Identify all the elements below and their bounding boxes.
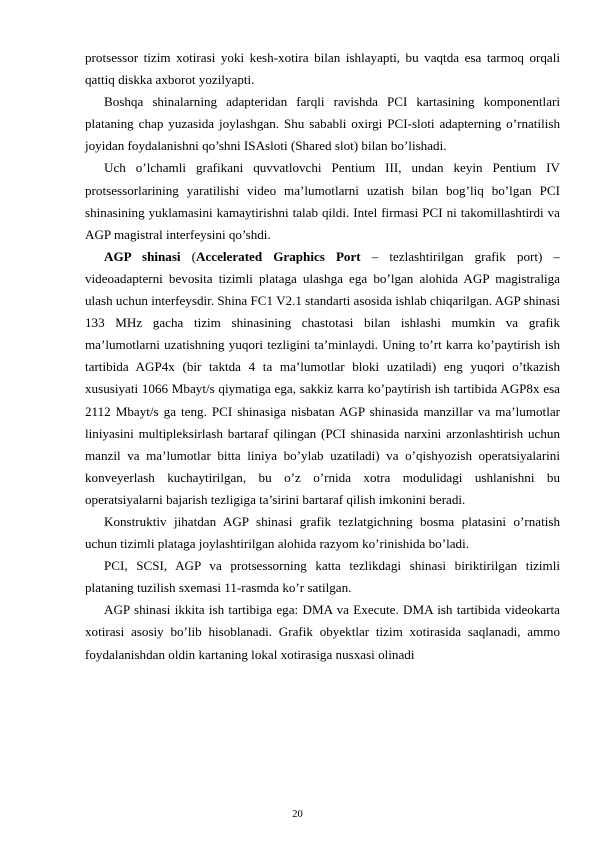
paragraph-agp-modes: AGP shinasi ikkita ish tartibiga ega: DMA va Execute. DMA ish tartibida videokarta xotirasi asosiy bo’lib hisoblanadi. Grafik obyektlar tizim xotirasida saqlanadi, ammo foydalanishdan oldin kartaning lokal xotirasiga nusxasi olinadi xyxy=(85,602,560,662)
agp-definition-text: – tezlashtirilgan grafik port) – videoadapterni bevosita tizimli plataga ulashga ega bo’lgan alohida AGP magistraliga ulash uchun interfeysdir. Shina FC1 V2.1 standarti asosida ishlab chiqarilgan. AGP shinasi 133 MHz gacha tizim shinasining chastotasi bilan ishlashi mumkin va grafik ma’lumotlarni uzatishning yuqori tezligini ta’minlaydi. Uning to’rt karra ko’paytirish ish tartibida AGP4x (bir taktda 4 ta ma’lumotlar bloki uzatiladi) eng yuqori o’tkazish xususiyati 1066 Mbayt/s qiymatiga ega, sakkiz karra ko’paytirish ish tartibida AGP8x esa 2112 Mbayt/s ga teng. PCI shinasiga nisbatan AGP shinasida manzillar va ma’lumotlar liniyasini multipleksirlash bartaraf qilingan (PCI shinasida narxini arzonlashtirish uchun manzil va ma’lumotlar bitta liniya bo’ylab uzatiladi) va o’qishyozish operatsiyalarini konveyerlash kuchaytirilgan, bu o’z o’rnida xotra modulidagi ushlanishni bu operatsiyalarni bajarish tezligiga ta’sirini bartaraf qilish imkonini beradi. xyxy=(85,248,560,507)
paragraph-agp-construction: Konstruktiv jihatdan AGP shinasi grafik tezlatgichning bosma platasini o’rnatish uchun tizimli plataga joylashtirilgan alohida razyom ko’rinishida bo’ladi. xyxy=(85,513,560,552)
paragraph-figure-reference: PCI, SCSI, AGP va protsessorning katta tezlikdagi shinasi biriktirilgan tizimli plataning tuzilish sxemasi 11-rasmda ko’r satilgan. xyxy=(85,558,560,596)
page-number: 20 xyxy=(292,809,303,820)
paragraph-pentium: Uch o’lchamli grafikani quvvatlovchi Pentium III, undan keyin Pentium IV protsessorlarining yaratilishi video ma’lumotlarni uzatish bilan bog’liq bo’lgan PCI shinasining yuklamasini kamaytirishni talab qildi. Intel firmasi PCI ni takomillashtirdi va AGP magistral interfeysini qo’shdi. xyxy=(85,160,560,242)
paragraph-continuation: protsessor tizim xotirasi yoki kesh-xotira bilan ishlayapti, bu vaqtda esa tarmoq orqali qattiq diskka axborot yozilyapti. xyxy=(85,50,560,88)
term-accelerated-graphics-port: Accelerated Graphics Port xyxy=(196,248,361,264)
term-agp-shinasi: AGP shinasi xyxy=(104,248,181,264)
document-page xyxy=(85,47,560,666)
paragraph-pci-components: Boshqa shinalarning adapteridan farqli ravishda PCI kartasining komponentlari plataning chap yuzasida joylashgan. Shu sababli oxirgi PCI-sloti adapterning o’rnatilish joyidan foydalanishni qo’shni ISAsloti (Shared slot) bilan bo’lishadi. xyxy=(85,94,560,154)
paragraph-agp-definition xyxy=(85,246,560,511)
open-paren: ( xyxy=(180,248,196,264)
